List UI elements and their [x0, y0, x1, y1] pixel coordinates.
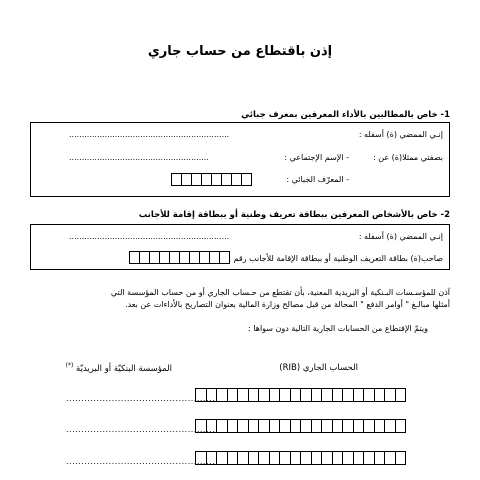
bank-field-2[interactable]: .................................................. [66, 425, 219, 434]
tax-id-cell[interactable] [241, 173, 252, 186]
authorization-text-line1: آذن للمؤسـسات البـنكية أو البريدية المعنية، بأن تقتطع من حـساب الجاري أو من حساب المؤسسة التي [110, 288, 450, 297]
column-header-account: الحساب الجاري (RIB) [279, 363, 358, 373]
section2-id-label: صاحب(ة) بطاقة التعريف الوطنية أو ببطاقة الإقامة للأجانب رقم : [228, 254, 443, 263]
rib-cells-row-3[interactable] [195, 451, 406, 465]
section2-id-cells[interactable] [129, 251, 230, 264]
section2-box [30, 224, 450, 270]
rib-cell[interactable] [395, 451, 407, 465]
bank-field-1[interactable]: .................................................. [66, 394, 219, 403]
section2-heading: 2- خاص بالأشخاص المعرفين ببطاقة تعريف وطنية أو ببطاقة إقامة للأجانب [138, 210, 450, 220]
section1-undersigned-label: إنـي الممضي (ة) أسفله : [358, 130, 443, 139]
column-header-bank-note: (*) [65, 362, 74, 369]
id-cell[interactable] [219, 251, 230, 264]
rib-cell[interactable] [395, 388, 407, 402]
section1-tax-id-cells[interactable] [171, 173, 252, 186]
rib-cell[interactable] [395, 419, 407, 433]
section1-representative-label: بصفتي ممثلا(ة) عن : [372, 153, 443, 162]
page-title: إذن باقتطاع من حساب جاري [147, 44, 333, 59]
rib-cells-row-1[interactable] [195, 388, 406, 402]
authorization-text-line3: ويتمّ الإقتطاع من الحسابات الجارية التالية دون سواها : [248, 324, 428, 333]
bank-field-3[interactable]: .................................................. [66, 457, 219, 466]
section1-heading: 1- خاص بالمطالبين بالأداء المعرفين بمعرف جبائي [241, 110, 450, 120]
section1-tax-id-label: - المعرّف الجبائي : [286, 175, 349, 184]
column-header-bank-label: المؤسسة البنكيّة أو البريديّة [76, 363, 172, 374]
section2-undersigned-field[interactable]: ............................................................... [69, 232, 230, 241]
section1-social-name-field[interactable]: ....................................................... [69, 153, 209, 162]
rib-cells-row-2[interactable] [195, 419, 406, 433]
section1-social-name-label: - الإسم الإجتماعي : [284, 153, 349, 162]
section1-undersigned-field[interactable]: ............................................................... [69, 130, 230, 139]
section1-box [30, 122, 450, 197]
column-header-bank [66, 362, 172, 374]
section2-undersigned-label: إنـي الممضي (ة) أسفله : [358, 232, 443, 241]
authorization-text-line2: أمثلها مبالـغ " أوامر الدفع " المحالة من قبل مصالح وزارة المالية بعنوان التصاريح بالأداءات عن بعد. [125, 300, 450, 309]
